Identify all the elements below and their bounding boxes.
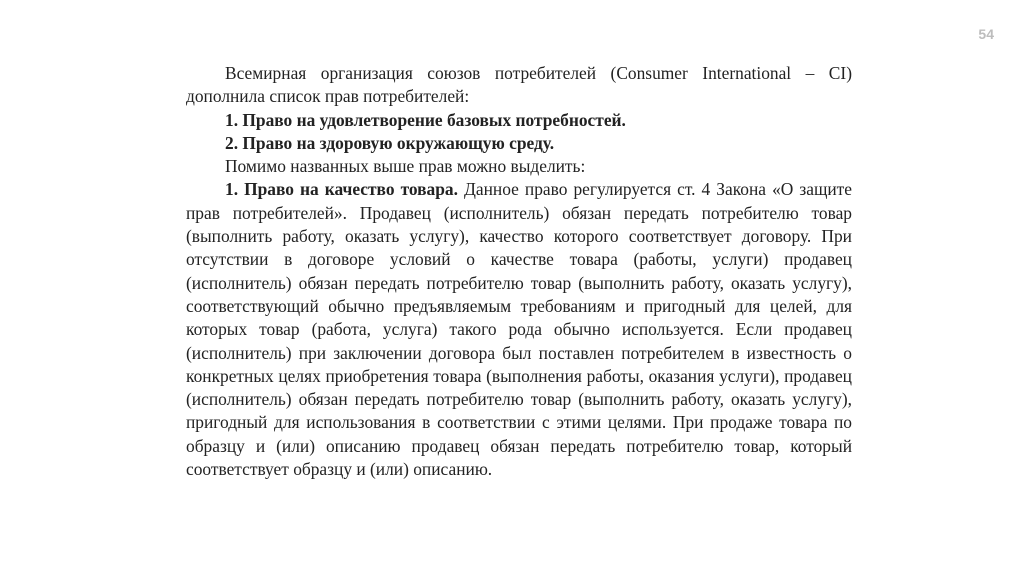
right-1-text: 1. Право на удовлетворение базовых потребностей. bbox=[225, 109, 626, 130]
paragraph-intro: Всемирная организация союзов потребителей (Consumer International – CI) дополнила список прав потребителей: bbox=[186, 63, 852, 107]
quality-heading: 1. Право на качество товара. bbox=[225, 179, 458, 200]
paragraph-quality bbox=[186, 178, 852, 481]
right-2-text: 2. Право на здоровую окружающую среду. bbox=[225, 132, 555, 153]
page-number: 54 bbox=[978, 26, 994, 42]
quality-text: Данное право регулируется ст. 4 Закона «О защите прав потребителей». Продавец (исполнитель) обязан передать потребителю товар (выполнить работу, оказать услугу), качество которого соответствует договору. При отсутствии в договоре условий о качестве товара (работы, услуги) продавец (исполнитель) обязан передать потребителю товар (выполнить работу, оказать услугу), соответствующий обычно предъявляемым требованиям и пригодный для целей, для которых товар (работа, услуга) такого рода обычно используется. Если продавец (исполнитель) при заключении договора был поставлен потребителем в известность о конкретных целях приобретения товара (выполнения работы, оказания услуги), продавец (исполнитель) обязан передать потребителю товар (выполнить работу, оказать услугу), пригодный для использования в соответствии с этими целями. При продаже товара по образцу и (или) описанию продавец обязан передать потребителю товар, который соответствует образцу и (или) описанию. bbox=[186, 179, 852, 480]
paragraph-right-2 bbox=[186, 132, 852, 155]
slide-body bbox=[186, 62, 852, 481]
paragraph-besides: Помимо названных выше прав можно выделить: bbox=[225, 156, 586, 177]
paragraph-right-1 bbox=[186, 109, 852, 132]
